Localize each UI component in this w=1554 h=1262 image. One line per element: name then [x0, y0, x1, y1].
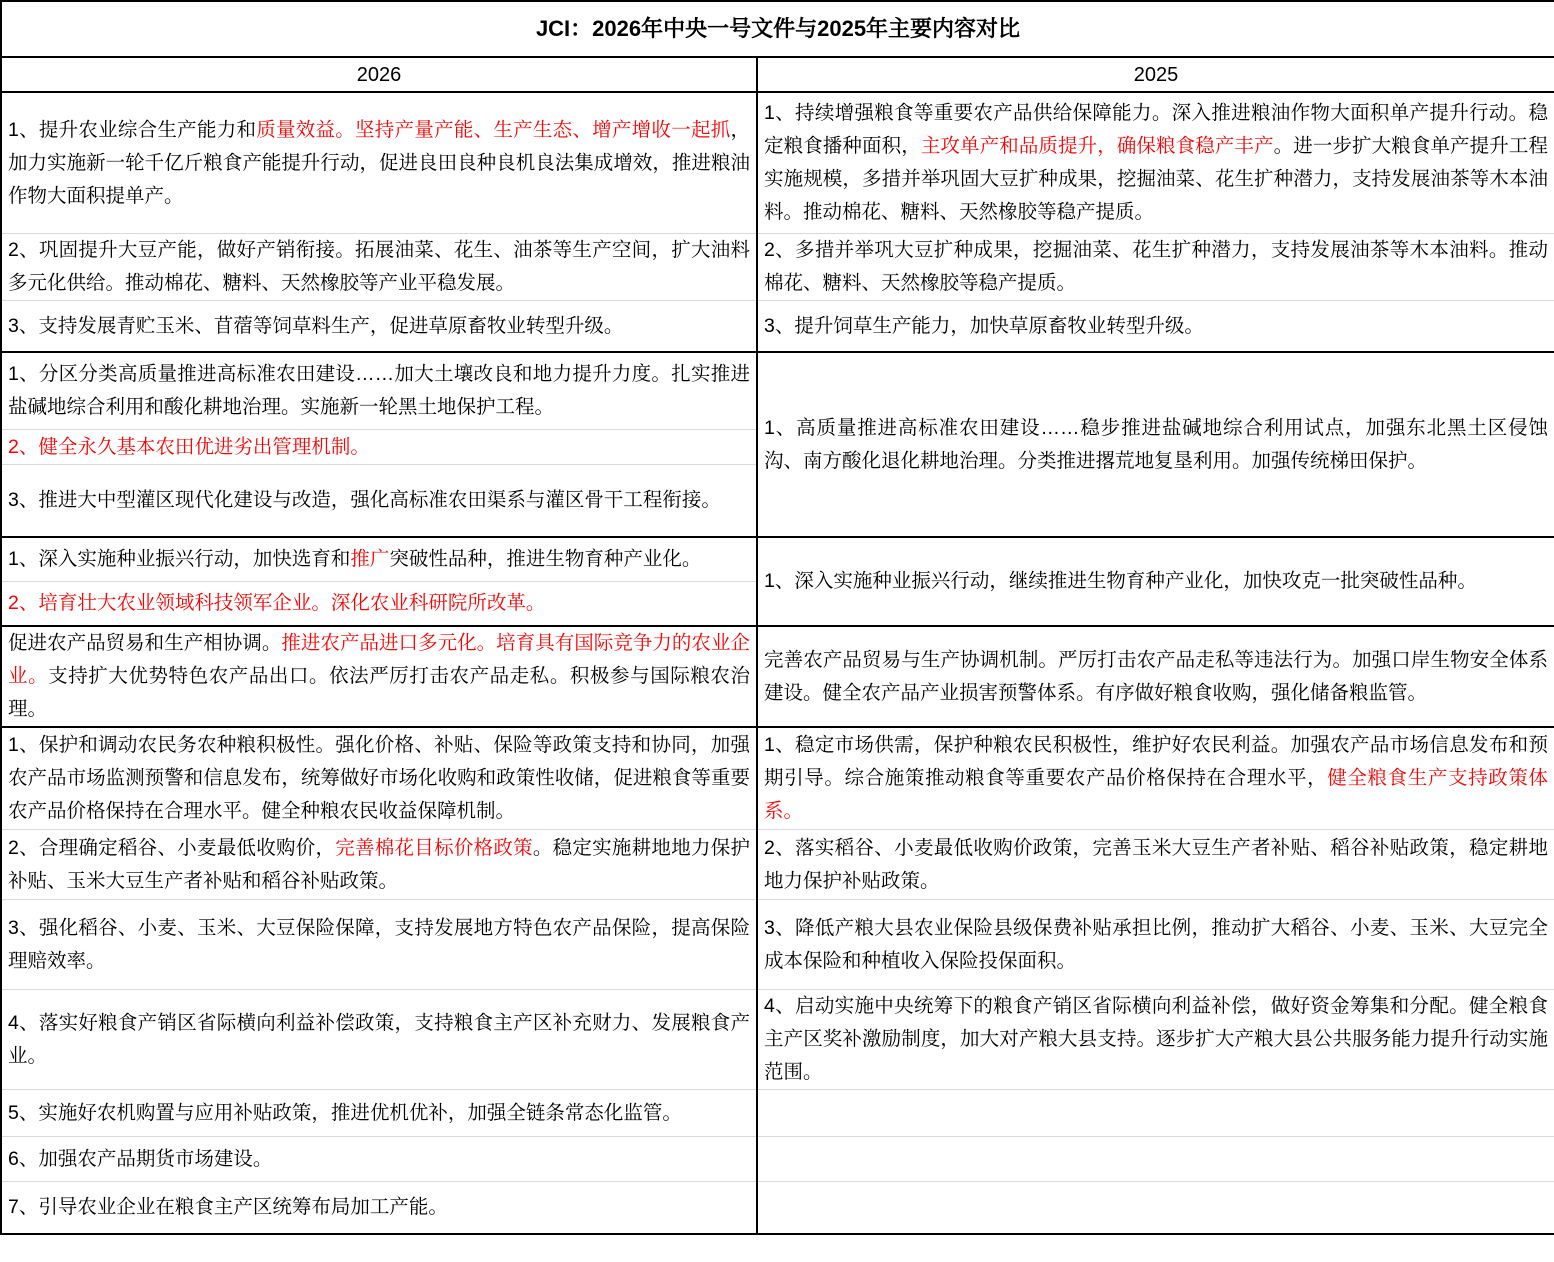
cell-2025-groupA-item3: 3、提升饲草生产能力，加快草原畜牧业转型升级。: [757, 301, 1554, 353]
cell-2026-groupE-item6: 6、加强农产品期货市场建设。: [1, 1137, 757, 1182]
cell-2025-groupE-item7-empty: [757, 1182, 1554, 1235]
cell-2026-groupE-item7: 7、引导农业企业在粮食主产区统筹布局加工产能。: [1, 1182, 757, 1235]
cell-2026-groupA-item1: 1、提升农业综合生产能力和质量效益。坚持产量产能、生产生态、增产增收一起抓，加力实施新一轮千亿斤粮食产能提升行动，促进良田良种良机良法集成增效，推进粮油作物大面积提单产。: [1, 92, 757, 234]
cell-2025-groupA-item1: 1、持续增强粮食等重要农产品供给保障能力。深入推进粮油作物大面积单产提升行动。稳定粮食播种面积，主攻单产和品质提升，确保粮食稳产丰产。进一步扩大粮食单产提升工程实施规模，多措并举巩固大豆扩种成果，挖掘油菜、花生扩种潜力，支持发展油茶等木本油料。推动棉花、糖料、天然橡胶等稳产提质。: [757, 92, 1554, 234]
cell-2025-groupE-item1: 1、稳定市场供需，保护种粮农民积极性，维护好农民利益。加强农产品市场信息发布和预期引导。综合施策推动粮食等重要农产品价格保持在合理水平，健全粮食生产支持政策体系。: [757, 727, 1554, 830]
cell-2025-groupE-item2: 2、落实稻谷、小麦最低收购价政策，完善玉米大豆生产者补贴、稻谷补贴政策，稳定耕地地力保护补贴政策。: [757, 830, 1554, 900]
cell-2026-groupA-item2: 2、巩固提升大豆产能，做好产销衔接。拓展油菜、花生、油茶等生产空间，扩大油料多元化供给。推动棉花、糖料、天然橡胶等产业平稳发展。: [1, 234, 757, 301]
cell-2025-groupC-merged: 1、深入实施种业振兴行动，继续推进生物育种产业化，加快攻克一批突破性品种。: [757, 537, 1554, 626]
cell-2025-groupE-item4: 4、启动实施中央统筹下的粮食产销区省际横向利益补偿，做好资金筹集和分配。健全粮食主产区奖补激励制度，加大对产粮大县支持。逐步扩大产粮大县公共服务能力提升行动实施范围。: [757, 990, 1554, 1090]
cell-2025-groupA-item2: 2、多措并举巩大豆扩种成果，挖掘油菜、花生扩种潜力，支持发展油茶等木本油料。推动棉花、糖料、天然橡胶等稳产提质。: [757, 234, 1554, 301]
cell-2026-groupC-item2: 2、培育壮大农业领域科技领军企业。深化农业科研院所改革。: [1, 582, 757, 627]
table-title: JCI：2026年中央一号文件与2025年主要内容对比: [1, 1, 1554, 57]
cell-2026-groupB-item1: 1、分区分类高质量推进高标准农田建设……加大土壤改良和地力提升力度。扎实推进盐碱地综合利用和酸化耕地治理。实施新一轮黑土地保护工程。: [1, 352, 757, 430]
cell-2025-groupE-item6-empty: [757, 1137, 1554, 1182]
cell-2025-groupD-item1: 完善农产品贸易与生产协调机制。严厉打击农产品走私等违法行为。加强口岸生物安全体系建设。健全农产品产业损害预警体系。有序做好粮食收购，强化储备粮监管。: [757, 626, 1554, 727]
column-header-2025: 2025: [757, 57, 1554, 92]
cell-2026-groupE-item1: 1、保护和调动农民务农种粮积极性。强化价格、补贴、保险等政策支持和协同，加强农产品市场监测预警和信息发布，统筹做好市场化收购和政策性收储，促进粮食等重要农产品价格保持在合理水平。健全种粮农民收益保障机制。: [1, 727, 757, 830]
cell-2026-groupE-item4: 4、落实好粮食产销区省际横向利益补偿政策，支持粮食主产区补充财力、发展粮食产业。: [1, 990, 757, 1090]
cell-2026-groupB-item3: 3、推进大中型灌区现代化建设与改造，强化高标准农田渠系与灌区骨干工程衔接。: [1, 465, 757, 538]
cell-2026-groupD-item1: 促进农产品贸易和生产相协调。推进农产品进口多元化。培育具有国际竞争力的农业企业。支持扩大优势特色农产品出口。依法严厉打击农产品走私。积极参与国际粮农治理。: [1, 626, 757, 727]
cell-2025-groupE-item3: 3、降低产粮大县农业保险县级保费补贴承担比例，推动扩大稻谷、小麦、玉米、大豆完全成本保险和种植收入保险投保面积。: [757, 900, 1554, 990]
column-header-2026: 2026: [1, 57, 757, 92]
cell-2026-groupE-item5: 5、实施好农机购置与应用补贴政策，推进优机优补，加强全链条常态化监管。: [1, 1090, 757, 1137]
cell-2026-groupE-item2: 2、合理确定稻谷、小麦最低收购价，完善棉花目标价格政策。稳定实施耕地地力保护补贴、玉米大豆生产者补贴和稻谷补贴政策。: [1, 830, 757, 900]
cell-2026-groupE-item3: 3、强化稻谷、小麦、玉米、大豆保险保障，支持发展地方特色农产品保险，提高保险理赔效率。: [1, 900, 757, 990]
cell-2026-groupB-item2: 2、健全永久基本农田优进劣出管理机制。: [1, 430, 757, 465]
cell-2026-groupC-item1: 1、深入实施种业振兴行动，加快选育和推广突破性品种，推进生物育种产业化。: [1, 537, 757, 582]
cell-2025-groupB-merged: 1、高质量推进高标准农田建设……稳步推进盐碱地综合利用试点，加强东北黑土区侵蚀沟、南方酸化退化耕地治理。分类推进撂荒地复垦利用。加强传统梯田保护。: [757, 352, 1554, 537]
cell-2025-groupE-item5-empty: [757, 1090, 1554, 1137]
cell-2026-groupA-item3: 3、支持发展青贮玉米、苜蓿等饲草料生产，促进草原畜牧业转型升级。: [1, 301, 757, 353]
